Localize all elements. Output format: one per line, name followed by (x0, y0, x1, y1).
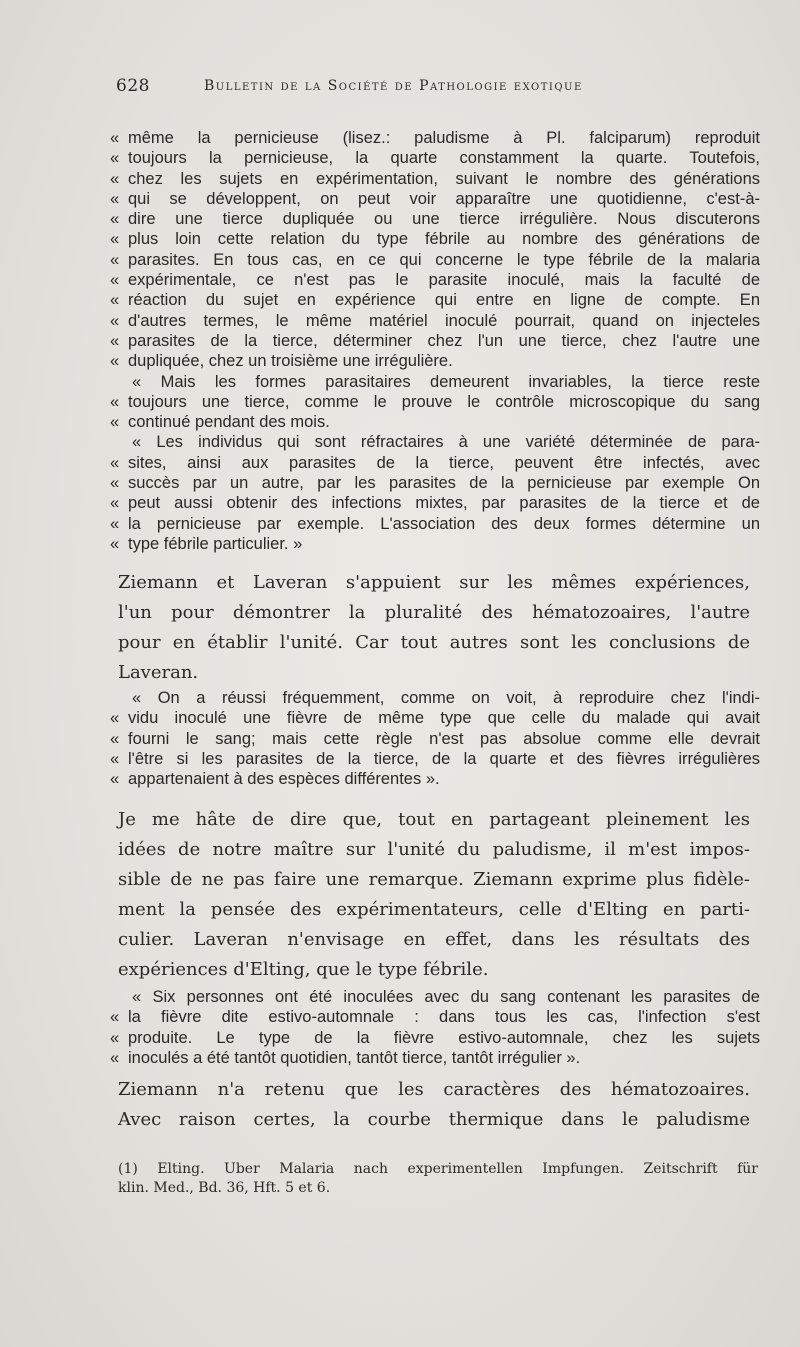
guillemet-mark: « (110, 709, 120, 728)
paragraph-3 (118, 1075, 750, 1135)
quote-line (110, 209, 760, 229)
quote-line-text: parasites de la tierce, déterminer chez l'un une tierce, chez l'autre une (128, 331, 760, 350)
guillemet-mark: « (110, 311, 120, 330)
quote-line (110, 412, 760, 432)
paragraph-1 (118, 568, 750, 688)
guillemet-mark: « (110, 453, 120, 472)
guillemet-mark: « (110, 494, 120, 513)
guillemet-mark: « (110, 291, 120, 310)
guillemet-mark: « (110, 250, 120, 269)
guillemet-mark: « (110, 514, 120, 533)
quote-line-text: la pernicieuse par exemple. L'association des deux formes détermine un (128, 514, 760, 533)
quote-line (110, 432, 760, 452)
quote-line-text: fourni le sang; mais cette règle n'est pas absolue comme elle devrait (128, 729, 760, 748)
quote-line (110, 169, 760, 189)
quote-line (110, 729, 760, 749)
quote-line (110, 473, 760, 493)
quote-line (110, 351, 760, 371)
quote-line-text: expérimentale, ce n'est pas le parasite inoculé, mais la faculté de (128, 271, 760, 290)
quote-line-text: parasites. En tous cas, en ce qui concerne le type fébrile de la malaria (128, 250, 760, 269)
quote-line-text: sites, ainsi aux parasites de la tierce, peuvent être infectés, avec (128, 453, 760, 472)
guillemet-mark: « (110, 392, 120, 411)
quotation-block-1 (110, 128, 760, 554)
quote-line (110, 1007, 760, 1027)
paragraph-line: Laveran. (118, 662, 199, 683)
paragraph-line: l'un pour démontrer la pluralité des hématozoaires, l'autre (118, 602, 750, 623)
paragraph-line: (1) Elting. Uber Malaria nach experimentellen Impfungen. Zeitschrift für (118, 1161, 758, 1177)
quote-line-text: type fébrile particulier. » (128, 534, 303, 553)
running-title: Bulletin de la Société de Pathologie exotique (204, 78, 583, 94)
paragraph-line: culier. Laveran n'envisage en effet, dans les résultats des (118, 929, 750, 950)
quote-line-text: « On a réussi fréquemment, comme on voit, à reproduire chez l'indi- (132, 689, 760, 707)
quote-line (110, 1028, 760, 1048)
quote-line-text: peut aussi obtenir des infections mixtes, par parasites de la tierce et de (128, 494, 760, 513)
guillemet-mark: « (110, 474, 120, 493)
guillemet-mark: « (110, 352, 120, 371)
quote-line (110, 769, 760, 789)
paragraph-line: expériences d'Elting, que le type fébrile. (118, 959, 489, 980)
quote-line-text: « Mais les formes parasitaires demeurent invariables, la tierce reste (132, 372, 760, 391)
guillemet-mark: « (110, 230, 120, 249)
page-number: 628 (116, 76, 150, 96)
quote-line (110, 270, 760, 290)
guillemet-mark: « (110, 331, 120, 350)
quote-line (110, 250, 760, 270)
quote-line (110, 987, 760, 1007)
quote-line-text: la fièvre dite estivo-automnale : dans tous les cas, l'infection s'est (128, 1008, 760, 1027)
guillemet-mark: « (110, 1008, 120, 1027)
guillemet-mark: « (110, 169, 120, 188)
quote-line-text: vidu inoculé une fièvre de même type que celle du malade qui avait (128, 709, 760, 728)
quote-line-text: inoculés a été tantôt quotidien, tantôt tierce, tantôt irrégulier ». (128, 1048, 581, 1067)
quote-line-text: « Les individus qui sont réfractaires à une variété déterminée de para- (132, 433, 760, 452)
quote-line-text: toujours la pernicieuse, la quarte constamment la quarte. Toutefois, (128, 149, 760, 168)
paragraph-line: sible de ne pas faire une remarque. Ziemann exprime plus fidèle- (118, 869, 750, 890)
paragraph-2 (118, 805, 750, 985)
paragraph-line: Je me hâte de dire que, tout en partageant pleinement les (118, 809, 750, 830)
guillemet-mark: « (110, 149, 120, 168)
quote-line (110, 229, 760, 249)
quote-line (110, 148, 760, 168)
paragraph-line: klin. Med., Bd. 36, Hft. 5 et 6. (118, 1180, 331, 1196)
quote-line-text: produite. Le type de la fièvre estivo-automnale, chez les sujets (128, 1028, 760, 1047)
quote-line (110, 128, 760, 148)
guillemet-mark: « (110, 413, 120, 432)
quote-line-text: qui se développent, on peut voir apparaître une quotidienne, c'est-à- (128, 189, 760, 208)
quote-line-text: réaction du sujet en expérience qui entre en ligne de compte. En (128, 291, 760, 310)
guillemet-mark: « (110, 1048, 120, 1067)
quote-line-text: dupliquée, chez un troisième une irrégulière. (128, 352, 453, 371)
quote-line (110, 311, 760, 331)
paragraph-line: ment la pensée des expérimentateurs, celle d'Elting en parti- (118, 899, 750, 920)
quotation-block-2 (110, 688, 760, 789)
guillemet-mark: « (110, 189, 120, 208)
quote-line (110, 688, 760, 708)
guillemet-mark: « (110, 1028, 120, 1047)
quote-line-text: plus loin cette relation du type fébrile au nombre des générations de (128, 230, 760, 249)
paragraph-line: idées de notre maître sur l'unité du paludisme, il m'est impos- (118, 839, 750, 860)
guillemet-mark: « (110, 129, 120, 147)
quote-line (110, 453, 760, 473)
footnote (118, 1160, 758, 1198)
quotation-block-3 (110, 987, 760, 1068)
quote-line-text: continué pendant des mois. (128, 413, 330, 432)
paragraph-line: Ziemann n'a retenu que les caractères des hématozoaires. (118, 1079, 750, 1100)
quote-line-text: appartenaient à des espèces différentes ». (128, 770, 440, 789)
quote-line-text: succès par un autre, par les parasites de la pernicieuse par exemple On (128, 474, 760, 493)
guillemet-mark: « (110, 770, 120, 789)
quote-line-text: toujours une tierce, comme le prouve le contrôle microscopique du sang (128, 392, 760, 411)
quote-line-text: l'être si les parasites de la tierce, de la quarte et des fièvres irrégulières (128, 749, 760, 768)
guillemet-mark: « (110, 749, 120, 768)
quote-line (110, 331, 760, 351)
guillemet-mark: « (110, 534, 120, 553)
paragraph-line: pour en établir l'unité. Car tout autres sont les conclusions de (118, 632, 750, 653)
guillemet-mark: « (110, 271, 120, 290)
paragraph-line: Ziemann et Laveran s'appuient sur les mêmes expériences, (118, 572, 750, 593)
quote-line-text: d'autres termes, le même matériel inoculé pourrait, quand on injecteles (128, 311, 760, 330)
quote-line (110, 392, 760, 412)
page-header (116, 76, 676, 100)
paragraph-line: Avec raison certes, la courbe thermique dans le paludisme (118, 1109, 750, 1130)
quote-line (110, 749, 760, 769)
quote-line-text: dire une tierce dupliquée ou une tierce irrégulière. Nous discuterons (128, 210, 760, 229)
quote-line-text: chez les sujets en expérimentation, suivant le nombre des générations (128, 169, 760, 188)
quote-line (110, 290, 760, 310)
quote-line (110, 514, 760, 534)
quote-line (110, 708, 760, 728)
guillemet-mark: « (110, 210, 120, 229)
quote-line (110, 1048, 760, 1068)
quote-line-text: même la pernicieuse (lisez.: paludisme à Pl. falciparum) reproduit (128, 129, 760, 147)
quote-line (110, 493, 760, 513)
quote-line (110, 372, 760, 392)
quote-line (110, 189, 760, 209)
quote-line-text: « Six personnes ont été inoculées avec du sang contenant les parasites de (132, 988, 760, 1006)
quote-line (110, 534, 760, 554)
guillemet-mark: « (110, 729, 120, 748)
